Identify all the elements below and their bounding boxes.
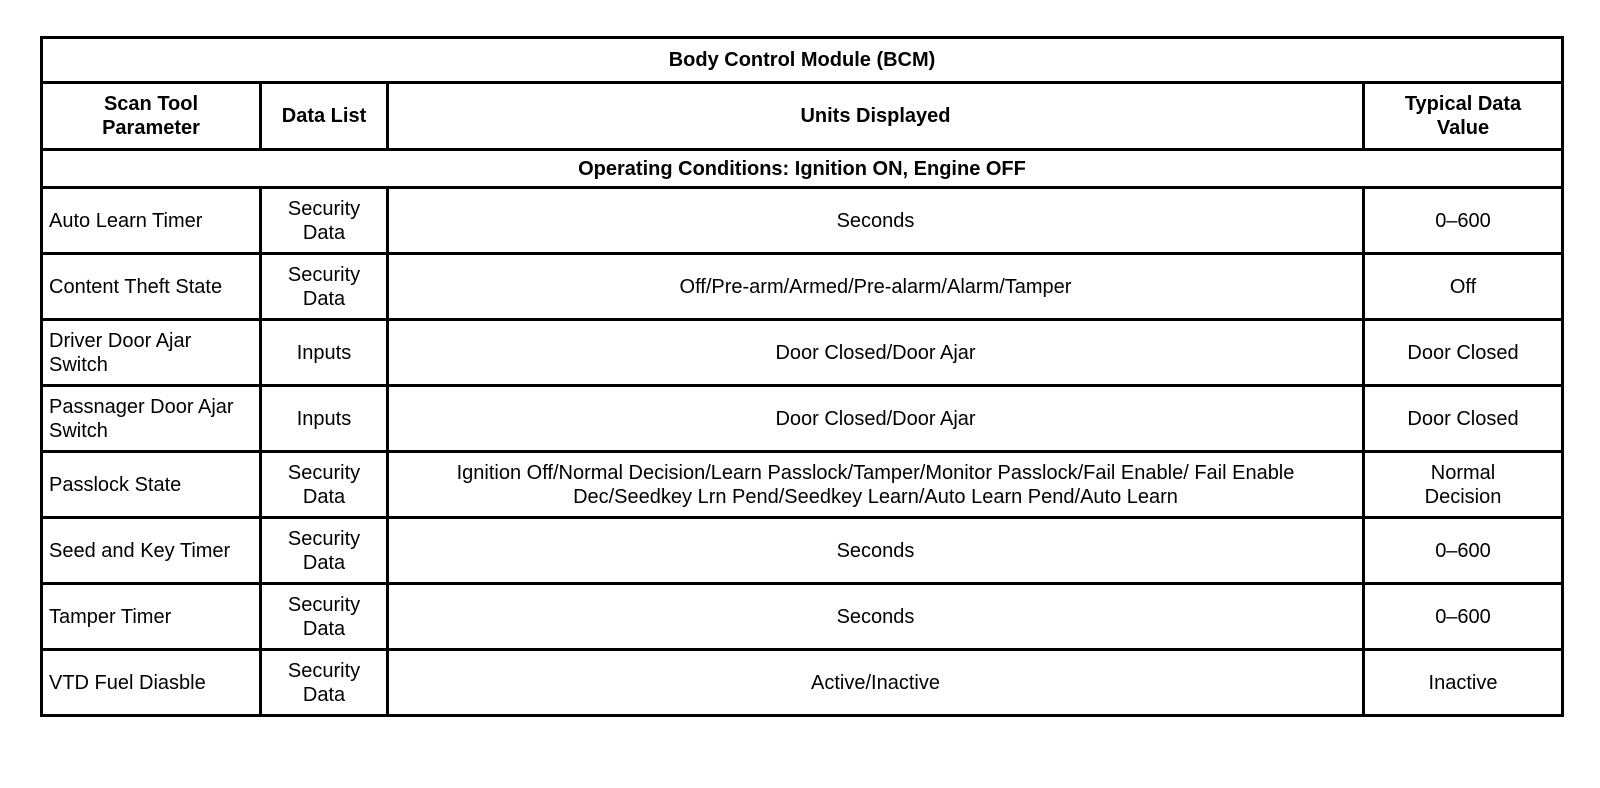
header-typical-data-value bbox=[1364, 83, 1563, 150]
cell-units-displayed: Door Closed/Door Ajar bbox=[388, 386, 1364, 452]
header-parameter-line-1: Scan Tool bbox=[103, 93, 199, 115]
cell-parameter: Driver Door Ajar Switch bbox=[42, 320, 261, 386]
typical-value-line: 0–600 bbox=[1435, 539, 1491, 562]
data-list-line: Inputs bbox=[296, 341, 352, 364]
table-row bbox=[42, 650, 1563, 716]
data-list-line: Security bbox=[287, 659, 361, 682]
cell-data-list bbox=[261, 188, 388, 254]
cell-units-displayed: Off/Pre-arm/Armed/Pre-alarm/Alarm/Tamper bbox=[388, 254, 1364, 320]
cell-parameter: Seed and Key Timer bbox=[42, 518, 261, 584]
cell-typical-value bbox=[1364, 386, 1563, 452]
typical-value-line: Decision bbox=[1424, 485, 1502, 508]
data-list-line: Data bbox=[302, 683, 346, 706]
typical-value-line: Inactive bbox=[1428, 671, 1498, 694]
cell-parameter: Tamper Timer bbox=[42, 584, 261, 650]
cell-units-displayed: Active/Inactive bbox=[388, 650, 1364, 716]
cell-parameter: VTD Fuel Diasble bbox=[42, 650, 261, 716]
table-row bbox=[42, 320, 1563, 386]
typical-value-line: Normal bbox=[1430, 461, 1496, 484]
data-list-line: Security bbox=[287, 461, 361, 484]
cell-typical-value bbox=[1364, 452, 1563, 518]
data-list-line: Security bbox=[287, 197, 361, 220]
header-parameter-line-2: Parameter bbox=[102, 117, 200, 139]
cell-typical-value bbox=[1364, 584, 1563, 650]
cell-units-displayed: Ignition Off/Normal Decision/Learn Passlock/Tamper/Monitor Passlock/Fail Enable/ Fail Enable Dec/Seedkey Lrn Pend/Seedkey Learn/Auto Learn Pend/Auto Learn bbox=[388, 452, 1364, 518]
table-title-row bbox=[42, 38, 1563, 83]
table-row bbox=[42, 188, 1563, 254]
table-row bbox=[42, 584, 1563, 650]
data-list-line: Data bbox=[302, 221, 346, 244]
cell-typical-value bbox=[1364, 188, 1563, 254]
table-row bbox=[42, 254, 1563, 320]
header-typical-line-1: Typical Data bbox=[1404, 93, 1522, 115]
typical-value-line: Door Closed bbox=[1407, 341, 1519, 364]
cell-parameter: Auto Learn Timer bbox=[42, 188, 261, 254]
cell-units-displayed: Seconds bbox=[388, 518, 1364, 584]
cell-parameter: Passnager Door Ajar Switch bbox=[42, 386, 261, 452]
cell-typical-value bbox=[1364, 254, 1563, 320]
table-row bbox=[42, 518, 1563, 584]
cell-units-displayed: Door Closed/Door Ajar bbox=[388, 320, 1364, 386]
data-list-line: Security bbox=[287, 593, 361, 616]
cell-data-list bbox=[261, 650, 388, 716]
header-scan-tool-parameter bbox=[42, 83, 261, 150]
header-units-displayed: Units Displayed bbox=[388, 83, 1364, 150]
cell-data-list bbox=[261, 254, 388, 320]
data-list-line: Data bbox=[302, 287, 346, 310]
typical-value-line: 0–600 bbox=[1435, 605, 1491, 628]
cell-units-displayed: Seconds bbox=[388, 584, 1364, 650]
cell-units-displayed: Seconds bbox=[388, 188, 1364, 254]
header-data-list: Data List bbox=[261, 83, 388, 150]
header-typical-line-2: Value bbox=[1436, 117, 1490, 139]
cell-typical-value bbox=[1364, 320, 1563, 386]
cell-data-list bbox=[261, 386, 388, 452]
operating-conditions-row bbox=[42, 150, 1563, 188]
data-list-line: Data bbox=[302, 551, 346, 574]
cell-data-list bbox=[261, 518, 388, 584]
data-list-line: Data bbox=[302, 485, 346, 508]
typical-value-line: Off bbox=[1449, 275, 1477, 298]
bcm-data-table bbox=[40, 36, 1564, 717]
cell-parameter: Passlock State bbox=[42, 452, 261, 518]
cell-data-list bbox=[261, 584, 388, 650]
column-header-row bbox=[42, 83, 1563, 150]
cell-typical-value bbox=[1364, 650, 1563, 716]
data-list-line: Inputs bbox=[296, 407, 352, 430]
data-list-line: Data bbox=[302, 617, 346, 640]
cell-data-list bbox=[261, 452, 388, 518]
cell-parameter: Content Theft State bbox=[42, 254, 261, 320]
table-row bbox=[42, 452, 1563, 518]
data-list-line: Security bbox=[287, 527, 361, 550]
cell-typical-value bbox=[1364, 518, 1563, 584]
table-body bbox=[42, 188, 1563, 716]
table-row bbox=[42, 386, 1563, 452]
typical-value-line: Door Closed bbox=[1407, 407, 1519, 430]
table-title: Body Control Module (BCM) bbox=[42, 38, 1563, 83]
cell-data-list bbox=[261, 320, 388, 386]
data-list-line: Security bbox=[287, 263, 361, 286]
operating-conditions: Operating Conditions: Ignition ON, Engine OFF bbox=[42, 150, 1563, 188]
typical-value-line: 0–600 bbox=[1435, 209, 1491, 232]
